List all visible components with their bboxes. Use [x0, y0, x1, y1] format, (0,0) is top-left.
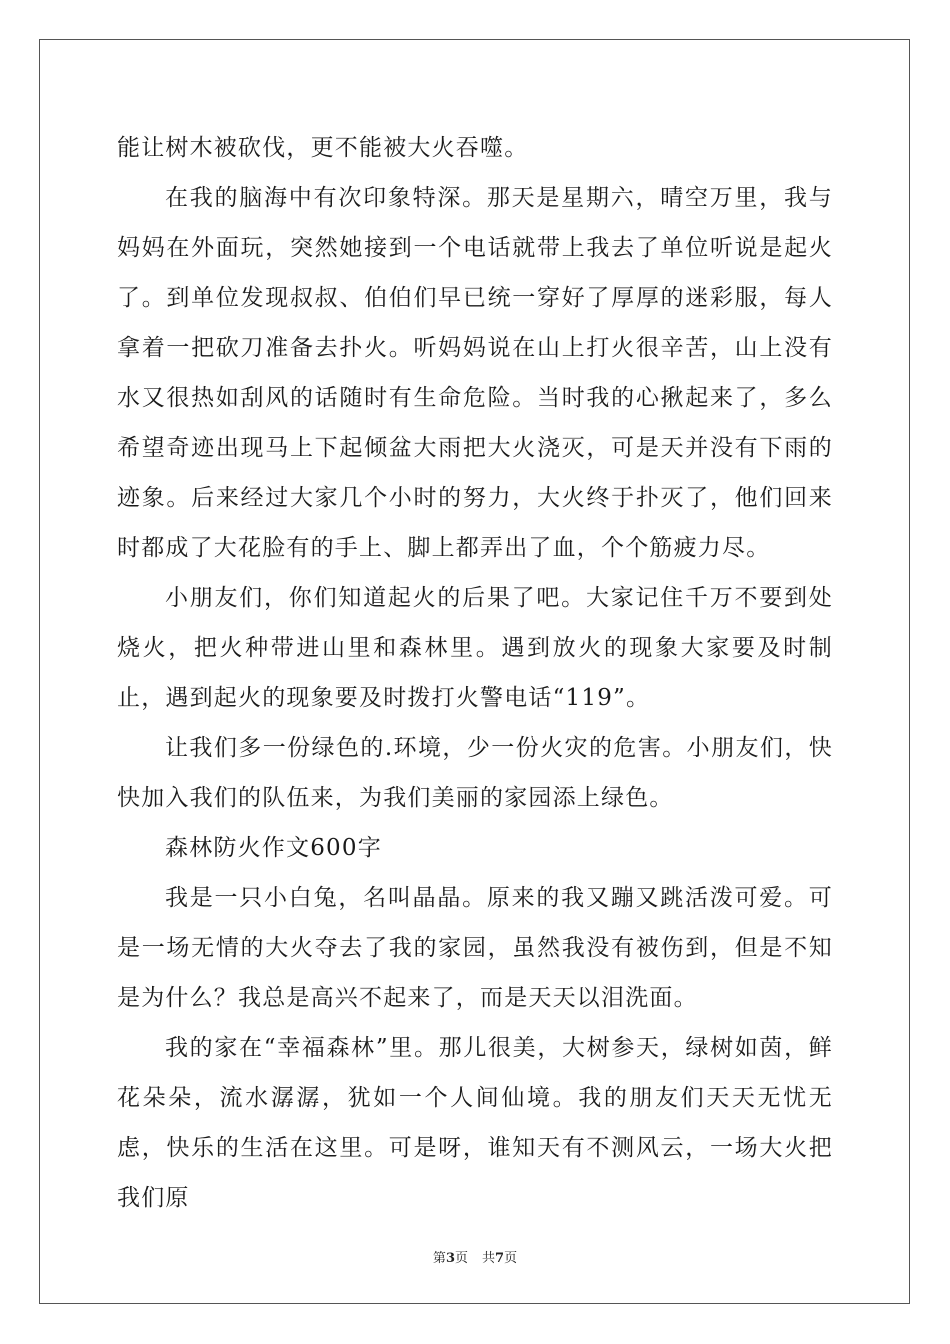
- document-body: [117, 123, 833, 1223]
- paragraph-green-call: 让我们多一份绿色的.环境，少一份火灾的危害。小朋友们，快快加入我们的队伍来，为我们美丽的家园添上绿色。: [117, 735, 833, 811]
- paragraph-white-rabbit: 我是一只小白兔，名叫晶晶。原来的我又蹦又跳活泼可爱。可是一场无情的大火夺去了我的家园，虽然我没有被伤到，但是不知是为什么？我总是高兴不起来了，而是天天以泪洗面。: [117, 885, 833, 1011]
- page-suffix: 页: [454, 1251, 468, 1266]
- paragraph-continued: 能让树木被砍伐，更不能被大火吞噬。: [117, 135, 529, 161]
- page-footer: [0, 1247, 950, 1266]
- paragraph-fire-warning: 小朋友们，你们知道起火的后果了吧。大家记住千万不要到处烧火，把火种带进山里和森林里。遇到放火的现象大家要及时制止，遇到起火的现象要及时拨打火警电话“119”。: [117, 585, 833, 711]
- page-prefix: 第: [432, 1251, 446, 1266]
- page-total: 7: [495, 1251, 505, 1266]
- total-suffix: 页: [504, 1251, 518, 1266]
- page-current: 3: [445, 1251, 455, 1266]
- essay-heading: 森林防火作文600字: [165, 835, 382, 861]
- paragraph-happy-forest: 我的家在“幸福森林”里。那儿很美，大树参天，绿树如茵，鲜花朵朵，流水潺潺，犹如一个人间仙境。我的朋友们天天无忧无虑，快乐的生活在这里。可是呀，谁知天有不测风云，一场大火把我们原: [117, 1035, 833, 1211]
- paragraph-fire-memory: 在我的脑海中有次印象特深。那天是星期六，晴空万里，我与妈妈在外面玩，突然她接到一个电话就带上我去了单位听说是起火了。到单位发现叔叔、伯伯们早已统一穿好了厚厚的迷彩服，每人拿着一把砍刀准备去扑火。听妈妈说在山上打火很辛苦，山上没有水又很热如刮风的话随时有生命危险。当时我的心揪起来了，多么希望奇迹出现马上下起倾盆大雨把大火浇灭，可是天并没有下雨的迹象。后来经过大家几个小时的努力，大火终于扑灭了，他们回来时都成了大花脸有的手上、脚上都弄出了血，个个筋疲力尽。: [117, 185, 833, 561]
- total-prefix: 共: [482, 1251, 496, 1266]
